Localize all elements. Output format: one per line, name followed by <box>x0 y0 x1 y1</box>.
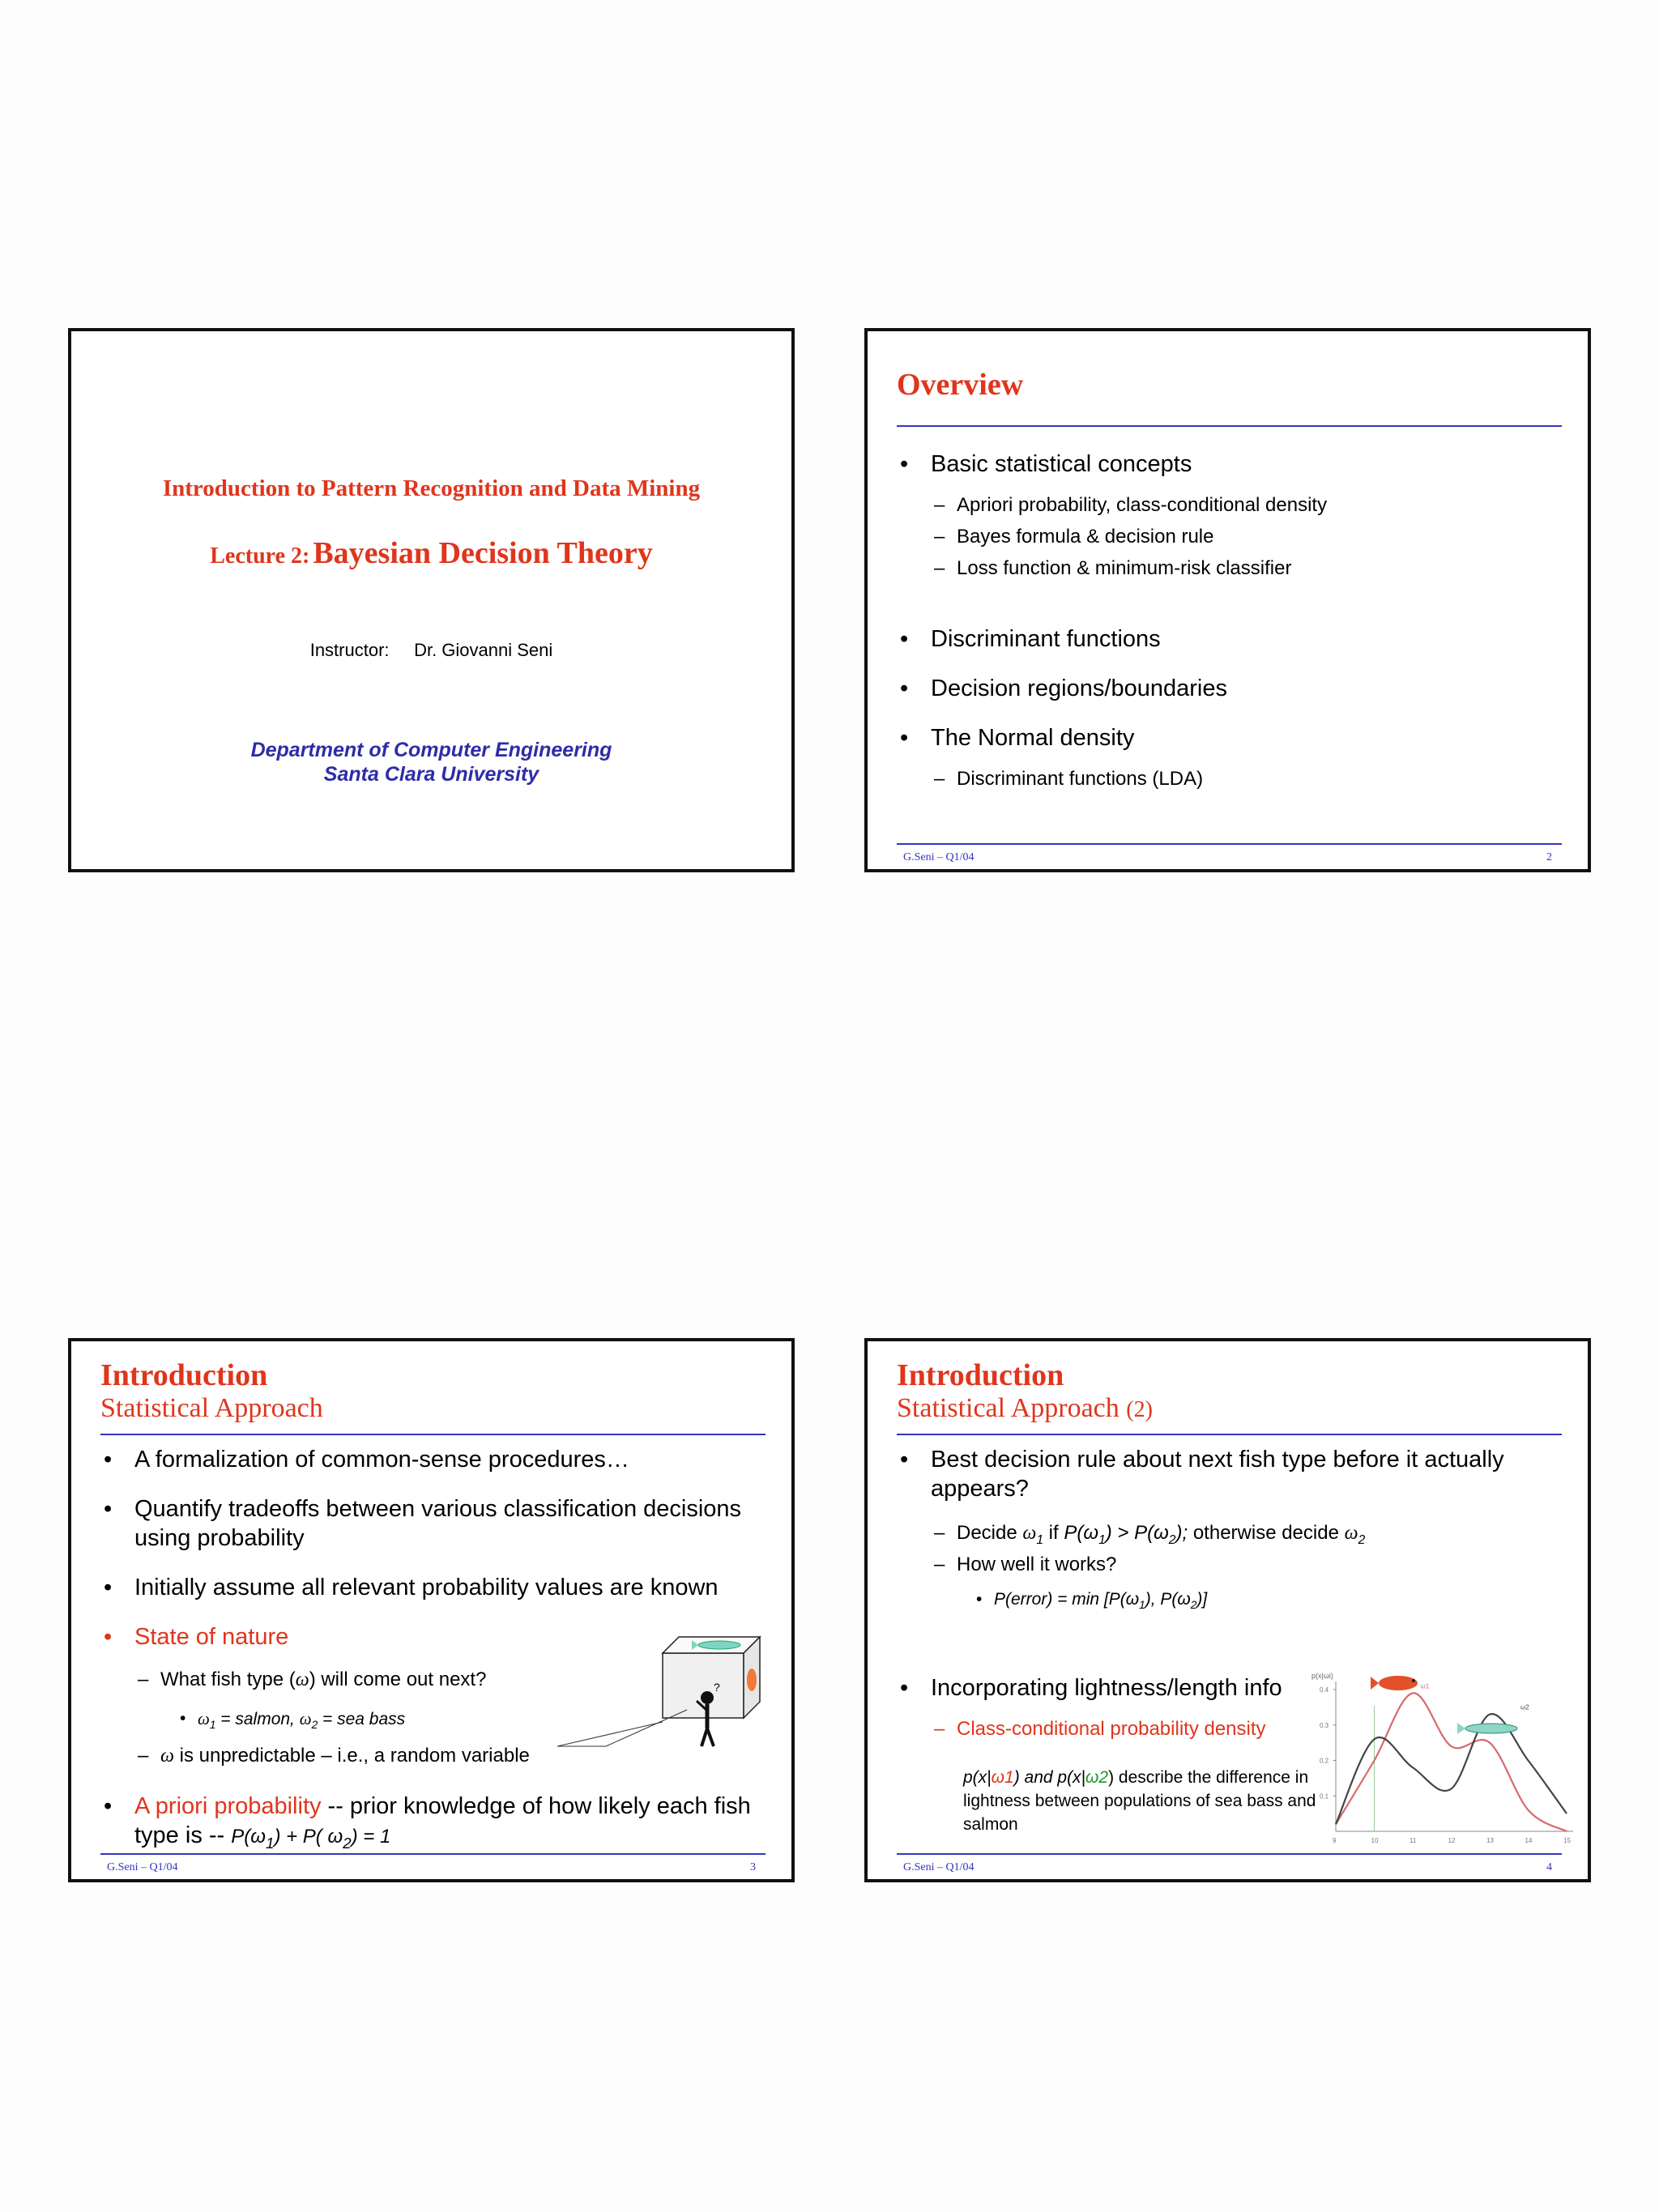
sub-bullet-lda: – Discriminant functions (LDA) <box>934 767 1203 791</box>
sub-bullet-class-conditional: – Class-conditional probability density <box>934 1717 1266 1741</box>
sub-bullet-unpredictable: – ω is unpredictable – i.e., a random variable <box>138 1744 530 1768</box>
sub-bullet-bayes: – Bayes formula & decision rule <box>934 525 1213 549</box>
slide-subtitle: Statistical Approach (2) <box>897 1393 1153 1423</box>
lecture-prefix: Lecture 2: <box>210 543 310 569</box>
sub-bullet-fish-type: – What fish type (ω) will come out next? <box>138 1668 486 1692</box>
salmon-fish-icon <box>1371 1676 1418 1690</box>
slide-title: Overview <box>897 368 1024 402</box>
density-description: p(x|ω1) and p(x|ω2) describe the difference in lightness between populations of sea bass and salmon <box>963 1768 1316 1834</box>
slide-title: Introduction <box>100 1358 268 1392</box>
x-tick-label: 15 <box>1563 1837 1571 1844</box>
page-number: 3 <box>750 1861 756 1873</box>
sub-bullet-how-well: – How well it works? <box>934 1553 1116 1577</box>
x-tick-label: 14 <box>1525 1837 1533 1844</box>
footer <box>903 851 1552 864</box>
series-label-2: ω2 <box>1520 1703 1529 1711</box>
instructor-name: Dr. Giovanni Seni <box>414 640 553 660</box>
footer-rule <box>100 1853 766 1855</box>
bullet-tradeoffs: • Quantify tradeoffs between various classification decisions using probability <box>100 1494 783 1553</box>
density-chart <box>1303 1665 1579 1852</box>
seabass-fish-icon <box>1457 1723 1517 1734</box>
footer-author: G.Seni – Q1/04 <box>107 1861 178 1873</box>
sub-bullet-loss: – Loss function & minimum-risk classifier <box>934 556 1291 581</box>
y-tick-label: 0.1 <box>1320 1792 1329 1801</box>
bullet-state-of-nature: • State of nature <box>100 1622 288 1652</box>
page-number: 2 <box>1546 851 1552 863</box>
page-number: 4 <box>1546 1861 1552 1873</box>
y-tick-label: 0.3 <box>1320 1721 1329 1729</box>
footer-author: G.Seni – Q1/04 <box>903 1861 975 1873</box>
slide-subtitle: Statistical Approach <box>100 1393 323 1423</box>
x-tick-label: 10 <box>1371 1837 1379 1844</box>
footer-rule <box>897 1853 1562 1855</box>
series-line-1 <box>1336 1693 1567 1831</box>
bullet-normal-density: • The Normal density <box>897 723 1134 752</box>
lecture-title: Bayesian Decision Theory <box>313 536 653 570</box>
department: Department of Computer Engineering <box>250 739 612 761</box>
y-axis-label: p(x|ωi) <box>1311 1672 1333 1680</box>
footer-author: G.Seni – Q1/04 <box>903 851 975 863</box>
slide-overview <box>864 328 1591 872</box>
y-tick-label: 0.2 <box>1320 1757 1329 1765</box>
sub-bullet-apriori: – Apriori probability, class-conditional density <box>934 493 1327 518</box>
series-line-2 <box>1336 1714 1567 1824</box>
y-tick-label: 0.4 <box>1320 1686 1329 1694</box>
bullet-basic-concepts: • Basic statistical concepts <box>897 450 1192 479</box>
instructor-line <box>71 640 791 661</box>
x-tick-label: 9 <box>1333 1837 1337 1844</box>
x-tick-label: 11 <box>1410 1837 1417 1844</box>
department-block <box>71 738 791 786</box>
bullet-lightness: • Incorporating lightness/length info <box>897 1673 1282 1703</box>
slide-introduction-2 <box>864 1338 1591 1882</box>
footer-rule <box>897 843 1562 845</box>
bullet-known-probabilities: • Initially assume all relevant probability values are known <box>100 1573 783 1602</box>
svg-text:?: ? <box>714 1681 720 1694</box>
footer <box>107 1861 756 1874</box>
fish-box-illustration <box>557 1633 768 1771</box>
bullet-decision-regions: • Decision regions/boundaries <box>897 674 1227 703</box>
title-rule <box>897 1434 1562 1435</box>
x-tick-label: 13 <box>1486 1837 1494 1844</box>
series-label-1: ω1 <box>1420 1682 1430 1690</box>
lecture-heading <box>71 535 791 571</box>
slide-title: Introduction <box>897 1358 1064 1392</box>
slide-introduction <box>68 1338 795 1882</box>
slide-title <box>68 328 795 872</box>
sub-sub-bullet-error: • P(error) = $\min [P(\omega_1)$, $P(\omega_2)$] <box>976 1588 1207 1617</box>
bullet-a-priori: • A priori probability -- prior knowledge of how likely each fish type is -- $P(\omega_1) + P$( $\omega_2) = 1$ <box>100 1792 766 1858</box>
title-rule <box>100 1434 766 1435</box>
bullet-best-rule: • Best decision rule about next fish type before it actually appears? <box>897 1445 1563 1503</box>
course-title: Introduction to Pattern Recognition and Data Mining <box>162 475 701 501</box>
instructor-label: Instructor: <box>309 640 390 660</box>
x-tick-label: 12 <box>1448 1837 1456 1844</box>
sub-bullet-decide: – Decide $\omega_1$ if $P(\omega_1) > P(\omega_2)$; otherwise decide $\omega_2$ <box>934 1521 1365 1553</box>
bullet-formalization: • A formalization of common-sense procedures… <box>100 1445 783 1474</box>
bullet-discriminant: • Discriminant functions <box>897 624 1161 654</box>
footer <box>903 1861 1552 1874</box>
title-rule <box>897 425 1562 427</box>
university: Santa Clara University <box>323 763 539 786</box>
sub-sub-bullet-omegas: • $\omega_1$ = salmon, $\omega_2$ = sea bass <box>180 1707 405 1737</box>
